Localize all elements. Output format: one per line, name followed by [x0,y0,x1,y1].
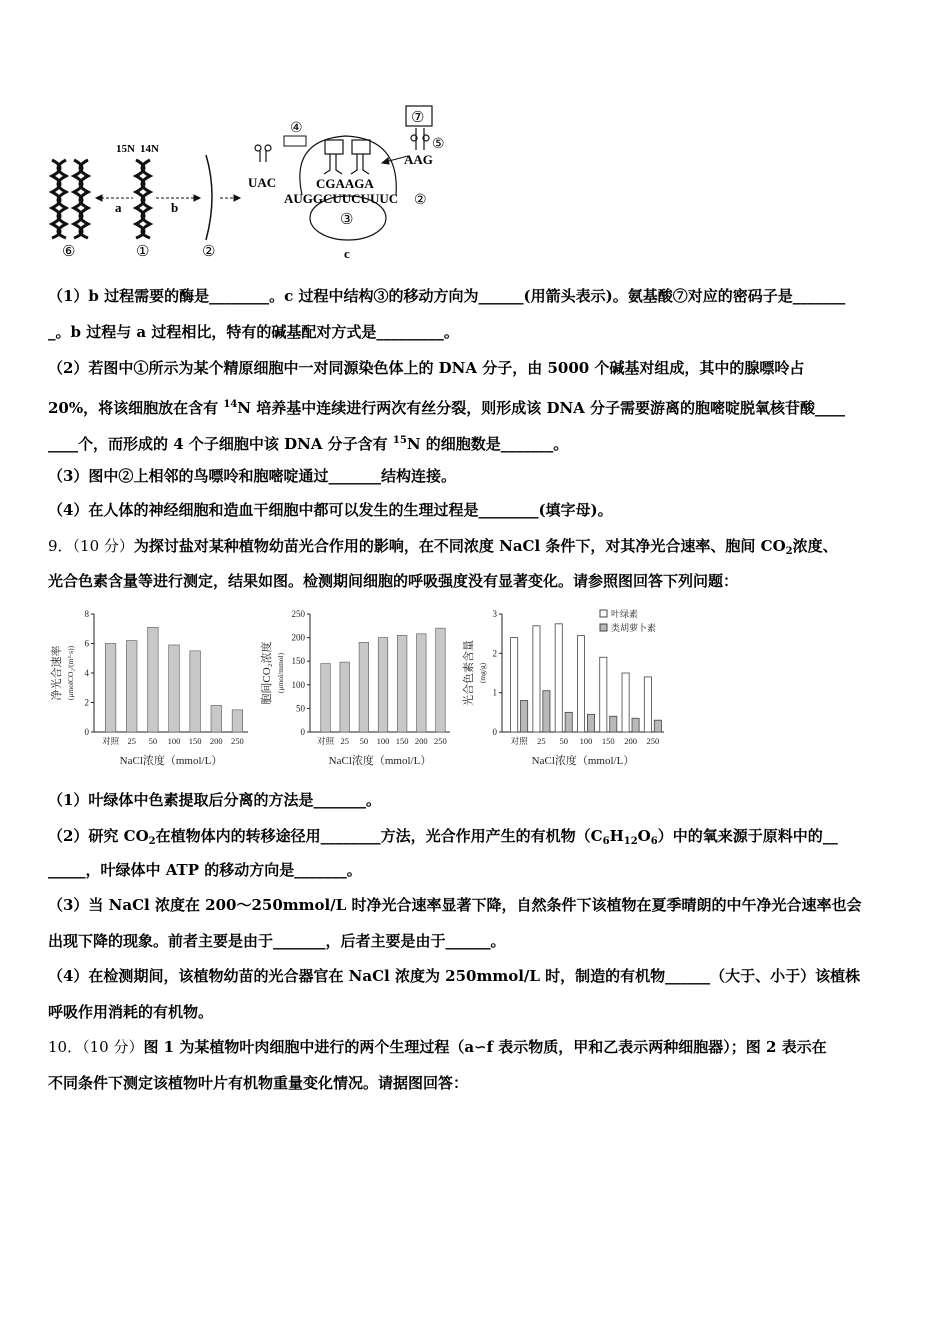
q9-answer-1: （1）叶绿体中色素提取后分离的方法是_______。 [48,791,381,809]
x-tick-label: 200 [624,736,637,746]
chart-net-photosynthesis [48,604,258,772]
y-axis-unit: (mg/g) [478,662,487,684]
bar [359,642,369,732]
label-uac: UAC [248,175,277,190]
y-tick-label: 0 [84,727,89,737]
y-tick-label: 150 [291,656,305,667]
q9-answer-3: _____，叶绿体中 ATP 的移动方向是_______。 [48,861,362,879]
x-tick-label: 250 [646,736,660,746]
q9-a2-part-a: （2）研究 CO [48,827,149,845]
chart-intercellular-co2 [258,604,458,772]
x-tick-label: 200 [209,736,223,746]
q8-line-7: （4）在人体的神经细胞和造血干细胞中都可以发生的生理过程是________(填字母)。 [48,501,613,519]
bar-chlorophyll [533,626,540,732]
y-tick-label: 2 [492,648,497,659]
q9-answer-6: （4）在检测期间，该植物幼苗的光合器官在 NaCl 浓度为 250mmol/L 时，制造的有机物______（大于、小于）该植株 [48,967,861,985]
bar-carotenoid [565,712,572,732]
y-axis-unit: (μmolCO₂/(m²·s)) [66,645,75,701]
bar [232,710,243,732]
q9-line-1 [48,536,838,562]
x-tick-label: 100 [579,736,593,746]
label-circ3: ③ [340,212,354,228]
q8-line-5-sup: 15 [392,435,407,446]
bar-chlorophyll [555,624,562,732]
bar-chlorophyll [644,677,651,732]
q9-a2-s1: 6 [602,836,610,847]
label-circ5: ⑤ [432,137,445,152]
bar-carotenoid [543,691,550,732]
x-tick-label: 150 [601,736,615,746]
label-circ2: ② [202,244,216,260]
bar [105,644,116,733]
y-tick-label: 3 [492,609,497,619]
y-tick-label: 0 [300,727,305,737]
label-circ6: ⑥ [62,244,76,260]
label-b: b [171,200,179,215]
label-circ4: ④ [290,121,303,136]
label-mrna-seq: AUGGCUUCUUUC [284,191,399,206]
bar-chlorophyll [577,636,584,732]
bar-carotenoid [632,718,639,732]
q9-a2-sub: 2 [148,836,156,847]
peptide-chain-4 [284,136,306,146]
bar [340,662,350,732]
q10-line-1-text: 图 1 为某植物叶肉细胞中进行的两个生理过程（a∽f 表示物质，甲和乙表示两种细胞器）；图 2 表示在 [143,1038,827,1056]
label-aag: AAG [404,152,433,167]
bar [436,628,446,732]
q8-line-5a: ____个，而形成的 4 个子细胞中该 DNA 分子含有 [48,435,393,453]
label-c: c [344,246,350,261]
mrna-strand-2 [206,155,212,240]
x-tick-label: 25 [537,736,546,746]
double-helix-1 [136,160,150,238]
bar [397,635,407,732]
q8-line-5 [48,431,568,454]
q9-a2-part-d: O [637,827,651,845]
y-tick-label: 1 [492,687,497,698]
x-axis-label: NaCl浓度（mmol/L） [531,755,635,767]
q8-line-3: （2）若图中①所示为某个精原细胞中一对同源染色体上的 DNA 分子，由 5000 个碱基对组成，其中的腺嘌呤占 [48,359,805,377]
label-14N: 14N [140,143,159,155]
bar [321,664,331,732]
y-tick-label: 100 [291,679,305,690]
q9-number: 9．（10 分） [48,537,134,555]
legend-label: 类胡萝卜素 [611,623,657,633]
q10-line-2: 不同条件下测定该植物叶片有机物重量变化情况。请据图回答： [48,1074,469,1092]
x-tick-label: 100 [167,736,181,746]
x-tick-label: 100 [376,736,390,746]
y-axis-label: 光合色素含量 [463,640,475,706]
y-tick-label: 4 [84,668,89,678]
q9-a2-s2: 12 [623,836,638,847]
y-tick-label: 50 [296,703,305,714]
label-circ1: ① [136,244,150,260]
x-axis-label: NaCl浓度（mmol/L） [328,755,432,767]
bar-chlorophyll [600,657,607,732]
bar [148,627,159,732]
bar [169,645,180,732]
legend-swatch [600,624,607,631]
q9-line-2: 光合色素含量等进行测定，结果如图。检测期间细胞的呼吸强度没有显著变化。请参照图回答下列问题： [48,572,739,590]
q8-line-4-sup: 14 [223,399,238,410]
label-circ2-right: ② [414,193,427,208]
q8-line-4a: 20%，将该细胞放在含有 [48,399,224,417]
q9-a2-part-c: H [609,827,624,845]
y-axis-label: 净光合速率 [51,645,63,701]
q9-answer-5: 出现下降的现象。前者主要是由于_______，后者主要是由于______。 [48,932,506,950]
bar [190,651,201,732]
x-tick-label: 50 [148,736,158,746]
q8-line-4 [48,395,845,418]
x-tick-label: 对照 [317,736,335,746]
y-tick-label: 200 [291,632,305,643]
y-axis-unit: (μmol/mmol) [276,652,285,694]
bar-carotenoid [610,716,617,732]
y-axis-label: 胞间CO₂浓度 [261,641,273,705]
q9-answer-7: 呼吸作用消耗的有机物。 [48,1003,214,1021]
x-tick-label: 对照 [102,736,120,746]
q8-line-4b: N 培养基中连续进行两次有丝分裂，则形成该 DNA 分子需要游离的胞嘧啶脱氧核苷酸____ [237,399,846,417]
bar-carotenoid [587,714,594,732]
y-tick-label: 250 [291,609,305,619]
legend-swatch [600,610,607,617]
x-tick-label: 25 [127,736,136,746]
x-tick-label: 150 [188,736,202,746]
q10-number: 10．（10 分） [48,1038,144,1056]
incoming-trna-5 [411,128,429,150]
x-axis-label: NaCl浓度（mmol/L） [119,755,223,767]
x-tick-label: 对照 [510,736,528,746]
x-tick-label: 50 [559,736,568,746]
legend-label: 叶绿素 [611,609,639,619]
y-tick-label: 8 [84,609,89,619]
label-circ7: ⑦ [411,110,425,126]
bar-chlorophyll [511,638,518,732]
q8-line-1: （1）b 过程需要的酶是________。c 过程中结构③的移动方向为______(用箭头表示)。氨基酸⑦对应的密码子是_______ [48,287,846,305]
arrow-to-translation [220,195,240,201]
dna-transcription-translation-diagram [40,100,460,265]
bar [417,634,427,732]
label-15N: 15N [116,143,135,155]
x-tick-label: 200 [414,736,428,746]
q9-answer-2 [48,826,838,852]
label-cgaaga: CGAAGA [316,176,374,191]
bar-carotenoid [654,720,661,732]
q9-line-1a: 为探讨盐对某种植物幼苗光合作用的影响，在不同浓度 NaCl 条件下，对其净光合速率、胞间 CO [133,537,786,555]
q9-a2-part-e: ）中的氧来源于原料中的__ [657,827,838,845]
trna-group [255,140,370,174]
bar-chlorophyll [622,673,629,732]
q8-line-5b: N 的细胞数是_______。 [406,435,569,453]
label-a: a [115,200,122,215]
bar-carotenoid [521,701,528,732]
q9-answer-4: （3）当 NaCl 浓度在 200～250mmol/L 时净光合速率显著下降，自然条件下该植物在夏季晴朗的中午净光合速率也会 [48,896,862,914]
x-tick-label: 25 [340,736,349,746]
q9-a2-s3: 6 [650,836,658,847]
bar [126,641,137,732]
q10-line-1 [48,1037,827,1057]
chart-pigment-content [460,604,675,772]
q8-line-2: _。b 过程与 a 过程相比，特有的碱基配对方式是_________。 [48,323,459,341]
q9-line-1-sub: 2 [785,546,793,557]
bar [211,705,222,732]
q8-line-6: （3）图中②上相邻的鸟嘌呤和胞嘧啶通过_______结构连接。 [48,467,456,485]
y-tick-label: 0 [492,727,497,737]
x-tick-label: 150 [395,736,409,746]
q9-a2-part-b: 在植物体内的转移途径用________方法，光合作用产生的有机物（C [155,827,603,845]
q9-line-1b: 浓度、 [792,537,838,555]
y-tick-label: 6 [84,638,89,649]
double-helix-6 [52,160,88,238]
bar [378,638,388,732]
x-tick-label: 250 [434,736,447,746]
x-tick-label: 250 [231,736,244,746]
x-tick-label: 50 [359,736,369,746]
y-tick-label: 2 [84,697,89,708]
